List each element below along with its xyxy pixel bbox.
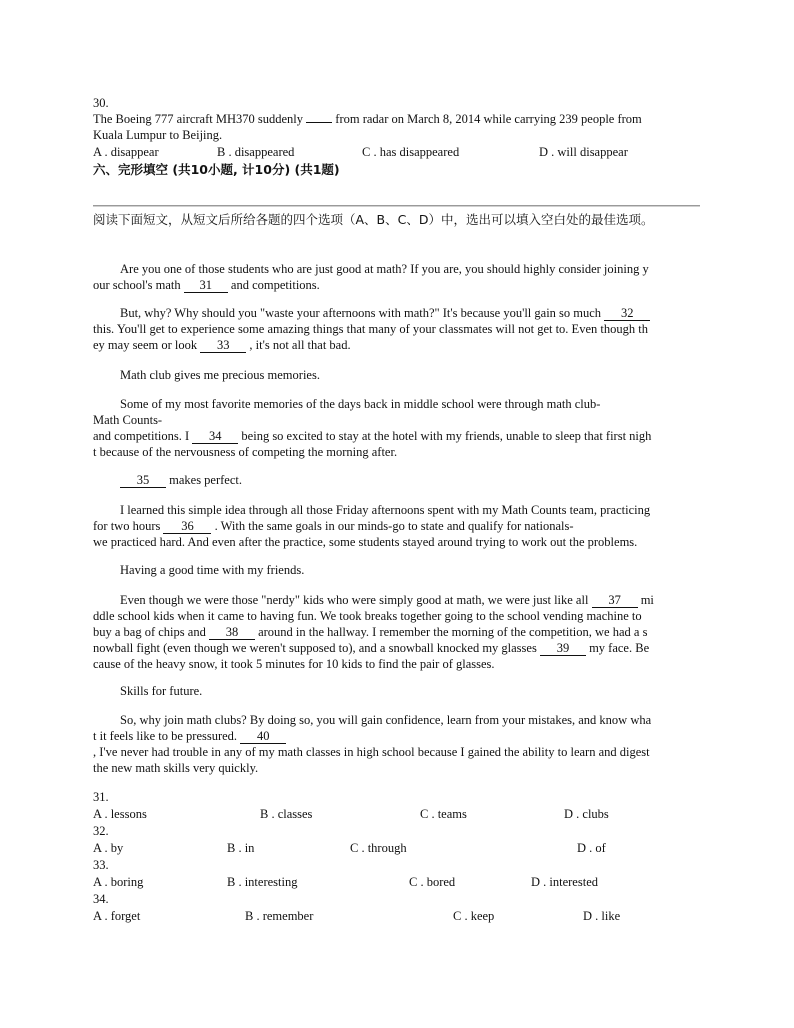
blank-33: 33 bbox=[200, 338, 246, 353]
option-a: A . lessons bbox=[93, 807, 147, 821]
passage-paragraph-1 bbox=[93, 261, 701, 293]
answer-blank bbox=[306, 122, 332, 123]
passage-paragraph-5 bbox=[93, 592, 701, 672]
paragraph-line: the new math skills very quickly. bbox=[93, 761, 259, 775]
section-title: 六、完形填空 (共10小题, 计10分) (共1题) bbox=[93, 162, 340, 177]
option-a: A . disappear bbox=[93, 145, 159, 159]
passage-heading-2 bbox=[93, 472, 701, 488]
paragraph-text: mi bbox=[637, 593, 654, 607]
paragraph-text: my face. Be bbox=[585, 641, 650, 655]
heading-text: Skills for future. bbox=[120, 684, 203, 698]
paragraph-text: our school's math bbox=[93, 278, 184, 292]
section-divider bbox=[93, 205, 700, 207]
passage-heading-4 bbox=[93, 683, 701, 699]
blank-37: 37 bbox=[592, 593, 638, 608]
passage-paragraph-2 bbox=[93, 305, 701, 353]
option-d: D . clubs bbox=[564, 807, 609, 821]
passage-paragraph-3 bbox=[93, 396, 701, 460]
paragraph-text: around in the hallway. I remember the morning of the competition, we had a s bbox=[254, 625, 648, 639]
option-d: D . of bbox=[577, 841, 606, 855]
paragraph-line: Math Counts- bbox=[93, 413, 163, 427]
paragraph-text: ey may seem or look bbox=[93, 338, 201, 352]
paragraph-line: Some of my most favorite memories of the days back in middle school were through math club- bbox=[120, 397, 601, 411]
option-a: A . by bbox=[93, 841, 124, 855]
option-d: D . will disappear bbox=[539, 145, 628, 159]
stem-text: from radar on March 8, 2014 while carrying 239 people from bbox=[332, 112, 642, 126]
paragraph-text: . With the same goals in our minds-go to state and qualify for nationals- bbox=[211, 519, 574, 533]
paragraph-text: and competitions. I bbox=[93, 429, 193, 443]
option-c: C . has disappeared bbox=[362, 145, 460, 159]
paragraph-line: t because of the nervousness of competing the morning after. bbox=[93, 445, 398, 459]
option-b: B . in bbox=[227, 841, 255, 855]
option-b: B . disappeared bbox=[217, 145, 295, 159]
question-number: 33. bbox=[93, 858, 109, 872]
passage-paragraph-4 bbox=[93, 502, 701, 550]
paragraph-text: for two hours bbox=[93, 519, 164, 533]
paragraph-line: So, why join math clubs? By doing so, you will gain confidence, learn from your mistakes, and know wha bbox=[120, 713, 652, 727]
blank-39: 39 bbox=[540, 641, 586, 656]
passage-heading-3 bbox=[93, 562, 701, 578]
paragraph-line: we practiced hard. And even after the practice, some students stayed around trying to work out the problems. bbox=[93, 535, 638, 549]
section-instruction: 阅读下面短文，从短文后所给各题的四个选项（A、B、C、D）中，选出可以填入空白处的最佳选项。 bbox=[93, 212, 654, 227]
paragraph-text: But, why? Why should you "waste your afternoons with math?" It's because you'll gain so much bbox=[120, 306, 605, 320]
paragraph-text: , it's not all that bad. bbox=[246, 338, 351, 352]
paragraph-line: Are you one of those students who are just good at math? If you are, you should highly consider joining y bbox=[120, 262, 649, 276]
option-b: B . remember bbox=[245, 909, 314, 923]
option-b: B . interesting bbox=[227, 875, 298, 889]
option-c: C . through bbox=[350, 841, 407, 855]
paragraph-text: nowball fight (even though we weren't supposed to), and a snowball knocked my glasses bbox=[93, 641, 540, 655]
heading-text: Math club gives me precious memories. bbox=[120, 368, 320, 382]
paragraph-text: being so excited to stay at the hotel with my friends, unable to sleep that first nigh bbox=[238, 429, 652, 443]
blank-35: 35 bbox=[120, 473, 166, 488]
question-stem bbox=[93, 111, 642, 127]
stem-text: The Boeing 777 aircraft MH370 suddenly bbox=[93, 112, 307, 126]
option-d: D . interested bbox=[531, 875, 598, 889]
heading-text: Having a good time with my friends. bbox=[120, 563, 305, 577]
paragraph-text: Even though we were those "nerdy" kids who were simply good at math, we were just like all bbox=[120, 593, 592, 607]
paragraph-line: , I've never had trouble in any of my math classes in high school because I gained the ability to learn and digest bbox=[93, 745, 650, 759]
question-number: 31. bbox=[93, 790, 109, 804]
blank-38: 38 bbox=[209, 625, 255, 640]
question-number: 32. bbox=[93, 824, 109, 838]
question-number: 30. bbox=[93, 96, 109, 110]
paragraph-line: this. You'll get to experience some amazing things that many of your classmates will not get to. Even though th bbox=[93, 322, 648, 336]
option-b: B . classes bbox=[260, 807, 313, 821]
option-c: C . keep bbox=[453, 909, 495, 923]
blank-40: 40 bbox=[240, 729, 286, 744]
question-number: 34. bbox=[93, 892, 109, 906]
paragraph-text: t it feels like to be pressured. bbox=[93, 729, 241, 743]
heading-text: makes perfect. bbox=[166, 473, 243, 487]
option-c: C . teams bbox=[420, 807, 467, 821]
blank-32: 32 bbox=[604, 306, 650, 321]
passage-heading-1 bbox=[93, 367, 701, 383]
paragraph-text: and competitions. bbox=[227, 278, 320, 292]
blank-31: 31 bbox=[184, 278, 228, 293]
passage-paragraph-6 bbox=[93, 712, 701, 776]
option-d: D . like bbox=[583, 909, 621, 923]
question-stem-line2: Kuala Lumpur to Beijing. bbox=[93, 128, 223, 142]
blank-36: 36 bbox=[163, 519, 211, 534]
option-a: A . boring bbox=[93, 875, 144, 889]
option-c: C . bored bbox=[409, 875, 456, 889]
paragraph-line: I learned this simple idea through all those Friday afternoons spent with my Math Counts team, practicing bbox=[120, 503, 651, 517]
paragraph-line: ddle school kids when it came to having fun. We took breaks together going to the school vending machine to bbox=[93, 609, 642, 623]
option-a: A . forget bbox=[93, 909, 141, 923]
paragraph-text: buy a bag of chips and bbox=[93, 625, 209, 639]
blank-34: 34 bbox=[192, 429, 238, 444]
paragraph-line: cause of the heavy snow, it took 5 minutes for 10 kids to find the pair of glasses. bbox=[93, 657, 495, 671]
